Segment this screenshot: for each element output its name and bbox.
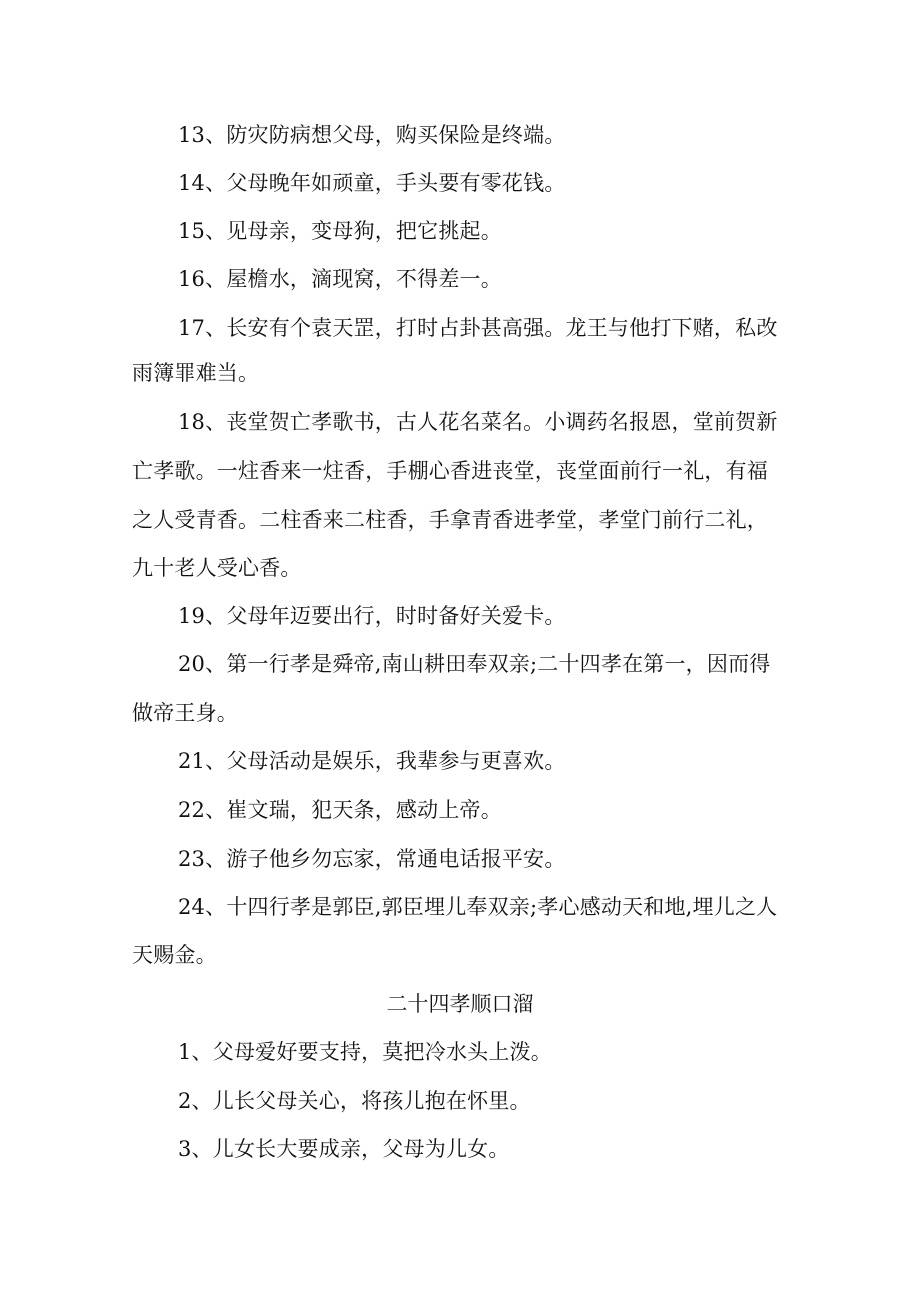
paragraph-15: 15、见母亲，变母狗，把它挑起。	[178, 219, 502, 243]
paragraph-18-cont-3: 九十老人受心香。	[132, 556, 302, 580]
list-item-3: 3、儿女长大要成亲，父母为儿女。	[178, 1137, 510, 1161]
paragraph-13: 13、防灾防病想父母，购买保险是终端。	[178, 123, 566, 147]
paragraph-23: 23、游子他乡勿忘家，常通电话报平安。	[178, 847, 566, 871]
paragraph-16: 16、屋檐水，滴现窝，不得差一。	[178, 267, 502, 291]
paragraph-18-cont-2: 之人受青香。二柱香来二柱香，手拿青香进孝堂，孝堂门前行二礼，	[132, 508, 768, 532]
section-heading: 二十四孝顺口溜	[386, 992, 534, 1016]
paragraph-18-cont-1: 亡孝歌。一炷香来一炷香，手棚心香进丧堂，丧堂面前行一礼，有福	[132, 459, 768, 483]
paragraph-20-cont: 做帝王身。	[132, 701, 238, 725]
paragraph-21: 21、父母活动是娱乐，我辈参与更喜欢。	[178, 749, 566, 773]
paragraph-19: 19、父母年迈要出行，时时备好关爱卡。	[178, 604, 566, 628]
paragraph-17: 17、长安有个袁天罡，打时占卦甚高强。龙王与他打下赌，私改	[178, 316, 778, 340]
list-item-2: 2、儿长父母关心，将孩儿抱在怀里。	[178, 1089, 531, 1113]
paragraph-24-cont: 天赐金。	[132, 943, 217, 967]
list-item-1: 1、父母爱好要支持，莫把冷水头上泼。	[178, 1040, 552, 1064]
paragraph-17-cont: 雨簿罪难当。	[132, 361, 260, 385]
paragraph-14: 14、父母晚年如顽童，手头要有零花钱。	[178, 171, 566, 195]
paragraph-20: 20、第一行孝是舜帝,南山耕田奉双亲;二十四孝在第一，因而得	[178, 652, 771, 676]
paragraph-18: 18、丧堂贺亡孝歌书，古人花名菜名。小调药名报恩，堂前贺新	[178, 410, 778, 434]
paragraph-22: 22、崔文瑞，犯天条，感动上帝。	[178, 798, 502, 822]
paragraph-24: 24、十四行孝是郭臣,郭臣埋儿奉双亲;孝心感动天和地,埋儿之人	[178, 895, 778, 919]
